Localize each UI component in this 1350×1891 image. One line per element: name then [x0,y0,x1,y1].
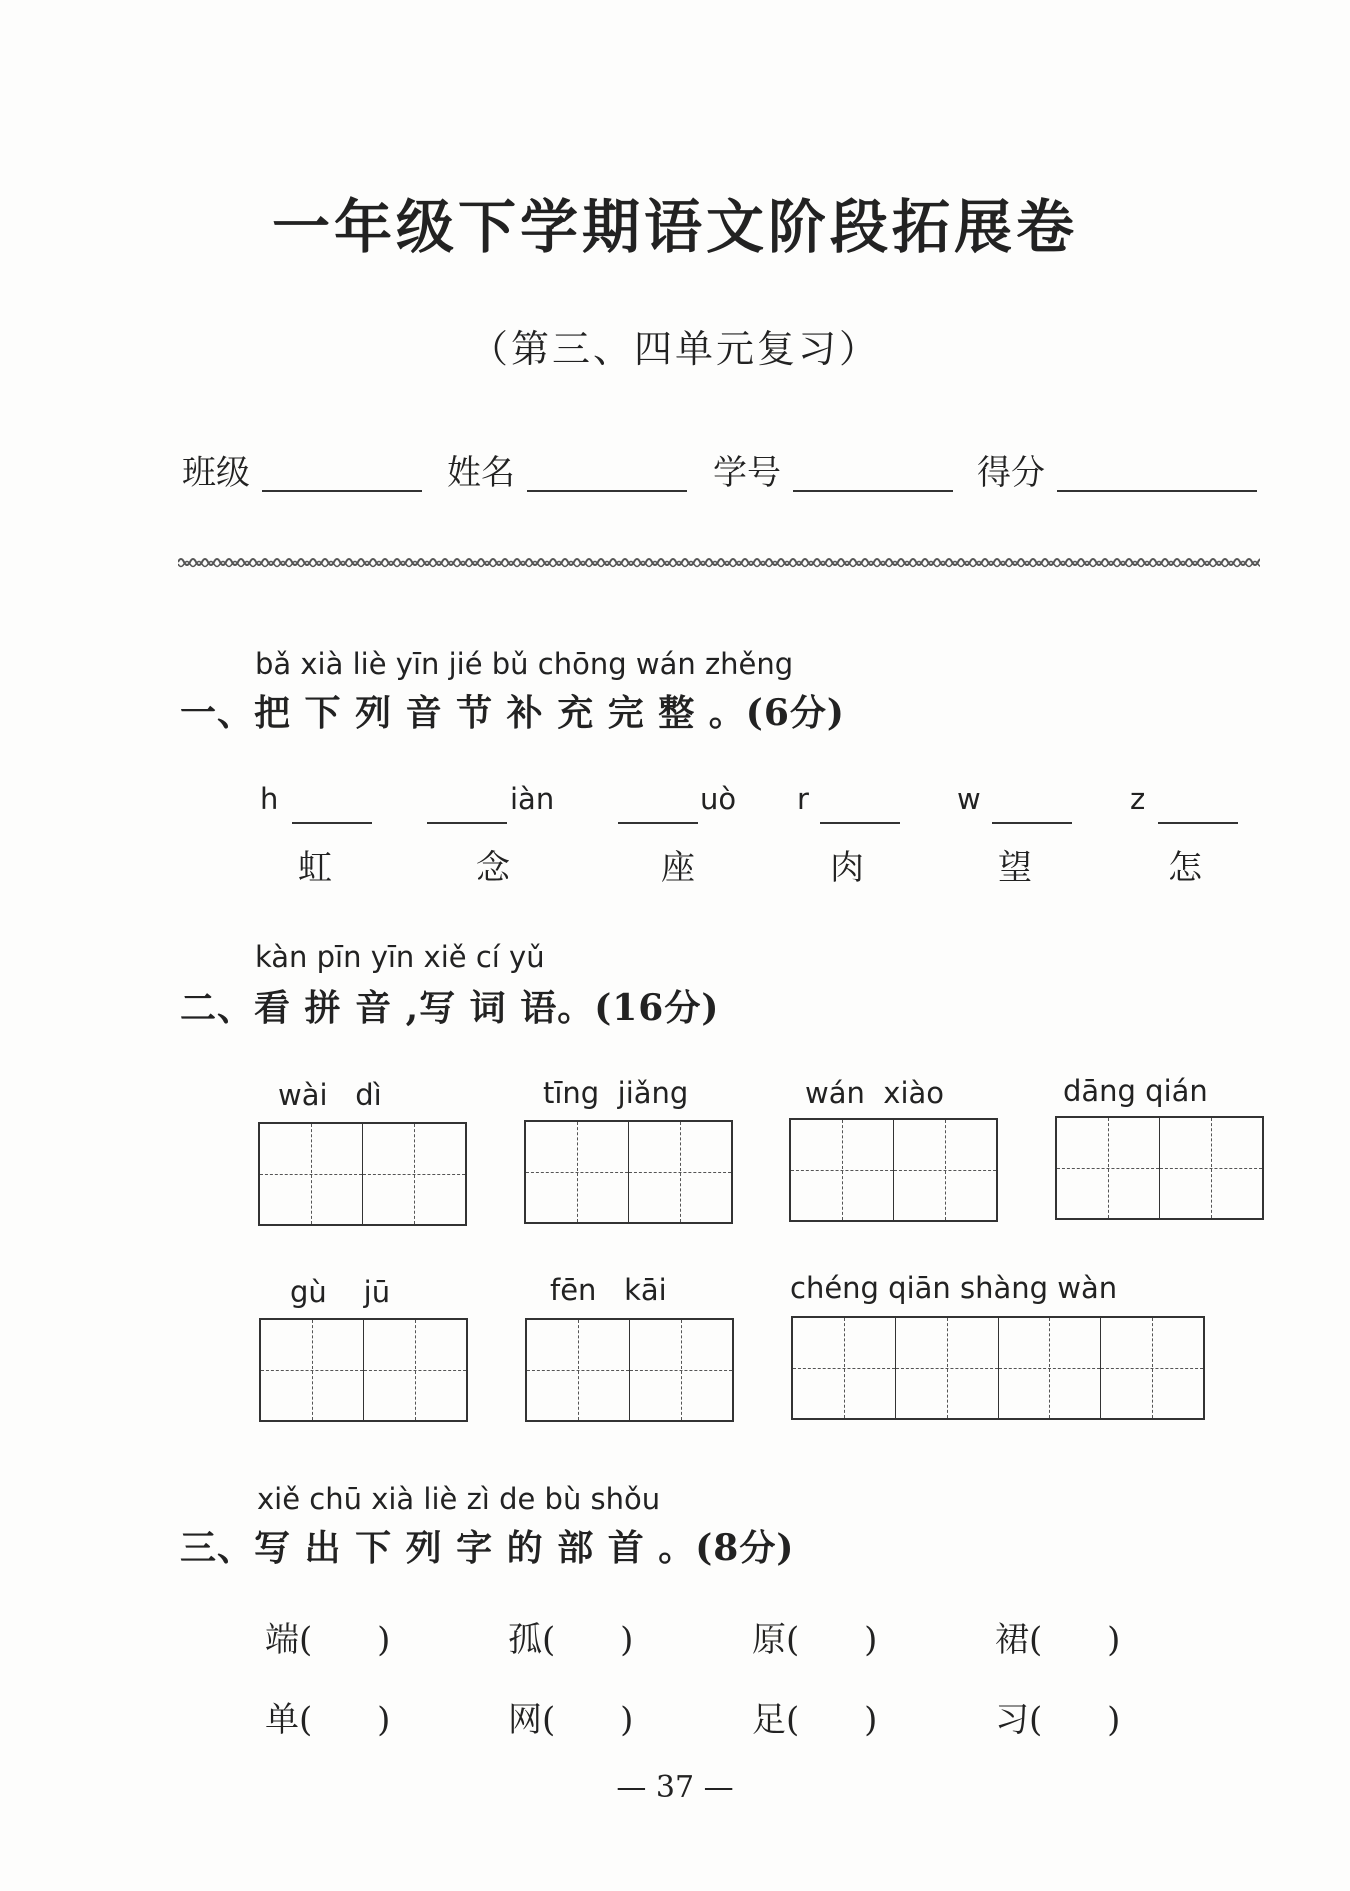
q3-item-4-char: 裙 [995,1620,1029,1660]
q2-word-5-grid[interactable] [259,1318,468,1422]
q3-item-6-char: 网 [508,1700,542,1740]
q1-blank-3[interactable] [618,822,698,824]
q3-item-1[interactable] [265,1612,390,1661]
q3-pinyin: xiě chū xià liè zì de bù shǒu [257,1482,661,1516]
q1-heading: 一、把 下 列 音 节 补 充 完 整 。(6分) [180,692,845,734]
q3-item-6[interactable] [508,1692,633,1741]
q2-word-7-grid[interactable] [791,1316,1205,1420]
q1-blank-4[interactable] [820,822,900,824]
q3-item-5[interactable] [265,1692,390,1741]
class-label: 班级 [182,453,250,493]
q1-char-5: 望 [998,848,1032,888]
q3-item-4-paren: ( ) [1029,1620,1121,1660]
q3-item-2-char: 孤 [508,1620,542,1660]
q2-word-4-pinyin: dāng qián [1063,1074,1208,1108]
q1-blank-6[interactable] [1158,822,1238,824]
q3-item-8-paren: ( ) [1029,1700,1121,1740]
q3-item-8-char: 习 [995,1700,1029,1740]
q3-item-1-paren: ( ) [299,1620,391,1660]
score-field[interactable] [1057,490,1257,492]
name-field[interactable] [527,490,687,492]
q3-item-6-paren: ( ) [542,1700,634,1740]
q3-item-5-char: 单 [265,1700,299,1740]
class-field[interactable] [262,490,422,492]
q1-blank-2[interactable] [427,822,507,824]
q2-word-5-pinyin: gù jū [290,1275,391,1309]
q1-char-3: 座 [661,848,695,888]
q3-item-1-char: 端 [265,1620,299,1660]
q2-heading: 二、看 拼 音 ,写 词 语。(16分) [180,987,720,1029]
q3-item-2-paren: ( ) [542,1620,634,1660]
q1-syllable-5: w [957,782,981,816]
number-label: 学号 [713,453,781,493]
q2-word-2-grid[interactable] [524,1120,733,1224]
wavy-divider [178,552,1260,572]
q1-char-6: 怎 [1168,848,1202,888]
q3-item-3[interactable] [752,1612,877,1661]
q2-word-7-pinyin: chéng qiān shàng wàn [790,1271,1118,1305]
page-number: — 37 — [616,1770,734,1805]
q2-word-2-pinyin: tīng jiǎng [543,1076,689,1110]
q3-item-2[interactable] [508,1612,633,1661]
q1-char-4: 肉 [830,848,864,888]
q1-syllable-4: r [797,782,809,816]
q3-item-3-char: 原 [752,1620,786,1660]
q2-word-4-grid[interactable] [1055,1116,1264,1220]
q3-item-8[interactable] [995,1692,1120,1741]
q3-item-7-paren: ( ) [786,1700,878,1740]
q3-item-5-paren: ( ) [299,1700,391,1740]
page-title: 一年级下学期语文阶段拓展卷 [271,193,1078,261]
q1-pinyin: bǎ xià liè yīn jié bǔ chōng wán zhěng [255,647,794,681]
q1-syllable-3: uò [700,782,737,816]
q2-word-3-grid[interactable] [789,1118,998,1222]
page-subtitle: （第三、四单元复习） [469,327,880,371]
number-field[interactable] [793,490,953,492]
q1-char-1: 虹 [298,848,332,888]
q3-heading: 三、写 出 下 列 字 的 部 首 。(8分) [180,1527,795,1569]
q2-word-1-grid[interactable] [258,1122,467,1226]
q1-char-2: 念 [476,848,510,888]
q2-pinyin: kàn pīn yīn xiě cí yǔ [255,940,545,974]
q3-item-7-char: 足 [752,1700,786,1740]
q1-blank-1[interactable] [292,822,372,824]
q1-syllable-2: iàn [510,782,555,816]
q3-item-7[interactable] [752,1692,877,1741]
q3-item-3-paren: ( ) [786,1620,878,1660]
q2-word-6-pinyin: fēn kāi [550,1273,667,1307]
q1-syllable-1: h [260,782,279,816]
q2-word-1-pinyin: wài dì [278,1078,382,1112]
name-label: 姓名 [447,453,515,493]
q1-blank-5[interactable] [992,822,1072,824]
q3-item-4[interactable] [995,1612,1120,1661]
score-label: 得分 [977,453,1045,493]
q2-word-6-grid[interactable] [525,1318,734,1422]
q2-word-3-pinyin: wán xiào [805,1076,945,1110]
q1-syllable-6: z [1130,782,1146,816]
